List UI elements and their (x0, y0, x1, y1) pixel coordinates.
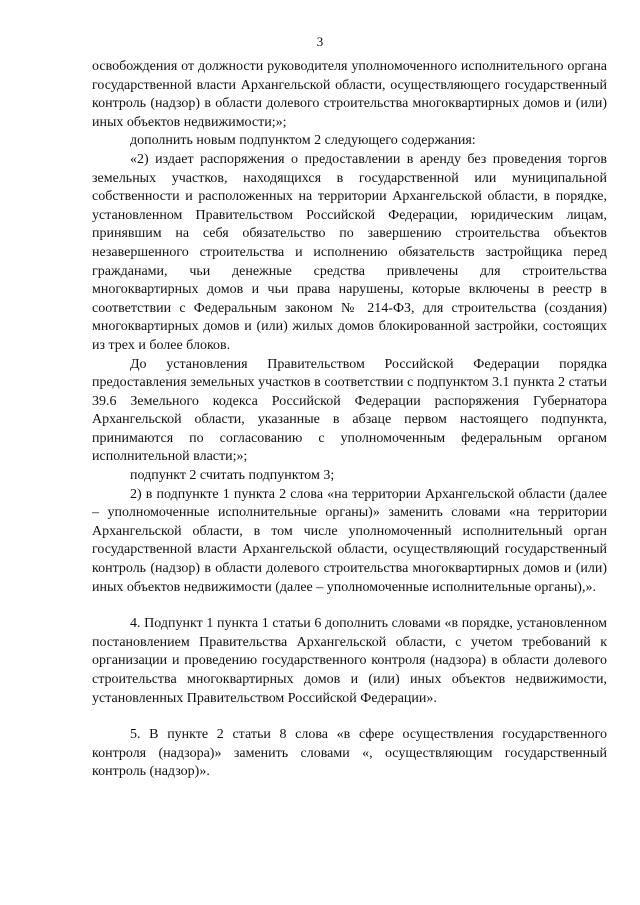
paragraph-section-5: 5. В пункте 2 статьи 8 слова «в сфере осуществления государственного контроля (надзора)» заменить словами «, осуществляющим государственный контроль (надзор)». (92, 727, 607, 780)
paragraph-amendment-intro: дополнить новым подпунктом 2 следующего содержания: (130, 133, 476, 149)
page-number: 3 (316, 34, 324, 49)
paragraph-continuation: освобождения от должности руководителя уполномоченного исполнительного органа государственной власти Архангельской области, осуществляющего государственный контроль (надзор) в области долевого строительства многоквартирных домов и (или) иных объектов недвижимости;»; (92, 59, 607, 130)
paragraph-transitional-provision: До установления Правительством Российской Федерации порядка предоставления земельных участков в соответствии с подпунктом 3.1 пункта 2 статьи 39.6 Земельного кодекса Российской Федерации распоряжения Губернатора Архангельской области, указанные в абзаце первом настоящего подпункта, принимаются по согласованию с уполномоченным федеральным органом исполнительной власти;»; (92, 356, 607, 465)
document-body (92, 58, 607, 782)
paragraph-renumbering: подпункт 2 считать подпунктом 3; (130, 468, 335, 484)
paragraph-subclause-2: «2) издает распоряжения о предоставлении в аренду без проведения торгов земельных участков, находящихся в государственной или муниципальной собственности и расположенных на территории Архангельской области, в порядке, установленном Правительством Российской Федерации, юридическим лицам, принявшим на себя обязательство по завершению строительства объектов незавершенного строительства и исполнению обязательств застройщика перед гражданами, чьи денежные средства привлечены для строительства многоквартирных домов и чьи права нарушены, которые включены в реестр в соответствии с Федеральным законом № 214-ФЗ, для строительства (создания) многоквартирных домов и (или) жилых домов блокированной застройки, состоящих из трех и более блоков. (92, 151, 607, 353)
paragraph-section-4: 4. Подпункт 1 пункта 1 статьи 6 дополнить словами «в порядке, установленном постановлением Правительства Архангельской области, с учетом требований к организации и проведению государственного контроля (надзора) в области долевого строительства многоквартирных домов и (или) иных объектов недвижимости, установленных Правительством Российской Федерации». (92, 616, 607, 706)
paragraph-item-2: 2) в подпункте 1 пункта 2 слова «на территории Архангельской области (далее – уполномоченные исполнительные органы)» заменить словами «на территории Архангельской области, в том числе уполномоченный исполнительный орган государственной власти Архангельской области, осуществляющий государственный контроль (надзор) в области долевого строительства многоквартирных домов и (или) иных объектов недвижимости (далее – уполномоченные исполнительные органы),». (92, 486, 607, 595)
